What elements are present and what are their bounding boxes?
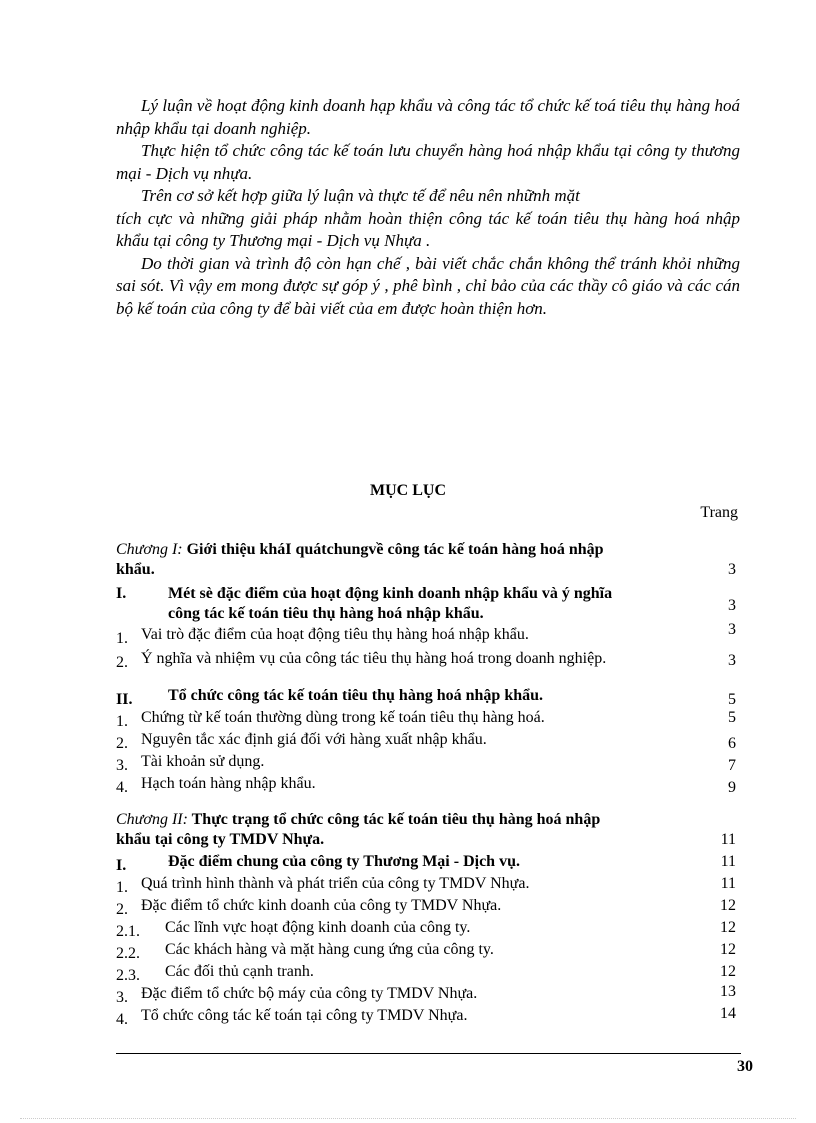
entry-number: 2.2. xyxy=(116,945,140,962)
entry-text: Đặc điểm tổ chức bộ máy của công ty TMDV Nhựa. xyxy=(141,985,478,1002)
chapter-title-line: khẩu tại công ty TMDV Nhựa. xyxy=(116,831,325,848)
toc-page-number: 3 xyxy=(728,652,736,669)
toc-page-number: 3 xyxy=(728,561,736,578)
entry-text: Chứng từ kế toán thường dùng trong kế toán tiêu thụ hàng hoá. xyxy=(141,709,545,726)
section-title-line: Tổ chức công tác kế toán tiêu thụ hàng hoá nhập khẩu. xyxy=(168,687,544,704)
toc-page-number: 7 xyxy=(728,757,736,774)
entry-number: 2. xyxy=(116,654,128,671)
entry-text: Các khách hàng và mặt hàng cung ứng của công ty. xyxy=(165,941,494,958)
toc-page-number: 3 xyxy=(728,621,736,638)
chapter-title-line: Thực trạng tổ chức công tác kế toán tiêu thụ hàng hoá nhập xyxy=(187,811,601,828)
intro-paragraph: Trên cơ sở kết hợp giữa lý luận và thực tế để nêu nên nhữnh mặt xyxy=(141,186,580,205)
section-title-line: công tác kế toán tiêu thụ hàng hoá nhập khẩu. xyxy=(168,605,484,622)
section-title-line: Đặc điểm chung của công ty Thương Mại - Dịch vụ. xyxy=(168,853,520,870)
entry-text: Đặc điểm tổ chức kinh doanh của công ty TMDV Nhựa. xyxy=(141,897,502,914)
section-number: I. xyxy=(116,857,127,874)
entry-number: 1. xyxy=(116,630,128,647)
entry-text: Ý nghĩa và nhiệm vụ của công tác tiêu thụ hàng hoá trong doanh nghiệp. xyxy=(141,650,607,667)
entry-number: 4. xyxy=(116,779,128,796)
toc-page-number: 5 xyxy=(728,709,736,726)
entry-text: Tài khoản sử dụng. xyxy=(141,753,265,770)
toc-page-number: 9 xyxy=(728,779,736,796)
entry-number: 2.3. xyxy=(116,967,140,984)
toc-page-number: 12 xyxy=(720,941,736,958)
toc-page-number: 12 xyxy=(720,919,736,936)
intro-paragraph: tích cực và những giải pháp nhằm hoàn thiện công tác kế toán tiêu thụ hàng hoá nhập khẩu tại công ty Thương mại - Dịch vụ Nhựa . xyxy=(116,208,740,250)
toc-page-number: 14 xyxy=(720,1005,736,1022)
entry-text: Tổ chức công tác kế toán tại công ty TMDV Nhựa. xyxy=(141,1007,468,1024)
entry-number: 2.1. xyxy=(116,923,140,940)
toc-page-column-label: Trang xyxy=(700,504,738,521)
page-edge-divider xyxy=(20,1118,796,1119)
intro-paragraph: Thực hiện tổ chức công tác kế toán lưu chuyển hàng hoá nhập khẩu tại công ty thương mại - Dịch vụ nhựa. xyxy=(116,141,740,183)
chapter-prefix: Chương II: xyxy=(116,811,188,828)
toc-page-number: 12 xyxy=(720,897,736,914)
toc-page-number: 11 xyxy=(720,875,736,892)
page-number: 30 xyxy=(737,1058,753,1075)
section-number: I. xyxy=(116,585,127,602)
toc-page-number: 6 xyxy=(728,735,736,752)
intro-text xyxy=(116,95,740,320)
chapter-title-line: khẩu. xyxy=(116,561,155,578)
intro-paragraph: Lý luận về hoạt động kinh doanh hạp khẩu và công tác tổ chức kế toá tiêu thụ hàng hoá nhập khẩu tại doanh nghiệp. xyxy=(116,96,740,138)
entry-number: 2. xyxy=(116,901,128,918)
footer-rule xyxy=(116,1053,741,1054)
toc-chapter-1 xyxy=(116,540,740,580)
section-number: II. xyxy=(116,691,133,708)
toc-page-number: 11 xyxy=(720,831,736,848)
intro-paragraph: Do thời gian và trình độ còn hạn chế , bài viết chắc chắn không thể tránh khỏi những sai sót. Vì vậy em mong được sự góp ý , phê bình , chỉ bảo của các thầy cô giáo và các cán bộ kế toán của công ty để bài viết của em được hoàn thiện hơn. xyxy=(116,253,740,318)
entry-number: 4. xyxy=(116,1011,128,1028)
entry-text: Các lĩnh vực hoạt động kinh doanh của công ty. xyxy=(165,919,471,936)
entry-text: Hạch toán hàng nhập khẩu. xyxy=(141,775,316,792)
entry-text: Các đối thủ cạnh tranh. xyxy=(165,963,314,980)
toc-chapter-2 xyxy=(116,810,740,850)
toc-page-number: 5 xyxy=(728,691,736,708)
entry-number: 3. xyxy=(116,757,128,774)
entry-text: Nguyên tắc xác định giá đối với hàng xuất nhập khẩu. xyxy=(141,731,487,748)
entry-number: 1. xyxy=(116,879,128,896)
toc-page-number: 12 xyxy=(720,963,736,980)
toc-page-number: 13 xyxy=(720,983,736,1000)
entry-text: Vai trò đặc điểm của hoạt động tiêu thụ hàng hoá nhập khẩu. xyxy=(141,626,529,643)
chapter-title-line: Giới thiệu kháI quátchungvề công tác kế toán hàng hoá nhập xyxy=(182,541,604,558)
entry-number: 1. xyxy=(116,713,128,730)
entry-number: 2. xyxy=(116,735,128,752)
entry-text: Quá trình hình thành và phát triển của công ty TMDV Nhựa. xyxy=(141,875,530,892)
chapter-prefix: Chương I: xyxy=(116,541,183,558)
toc-page-number: 3 xyxy=(728,597,736,614)
toc-page-number: 11 xyxy=(720,853,736,870)
entry-number: 3. xyxy=(116,989,128,1006)
section-title-line: Mét sè đặc điểm của hoạt động kinh doanh nhập khẩu và ý nghĩa xyxy=(168,585,613,602)
toc-title: MỤC LỤC xyxy=(370,482,446,499)
